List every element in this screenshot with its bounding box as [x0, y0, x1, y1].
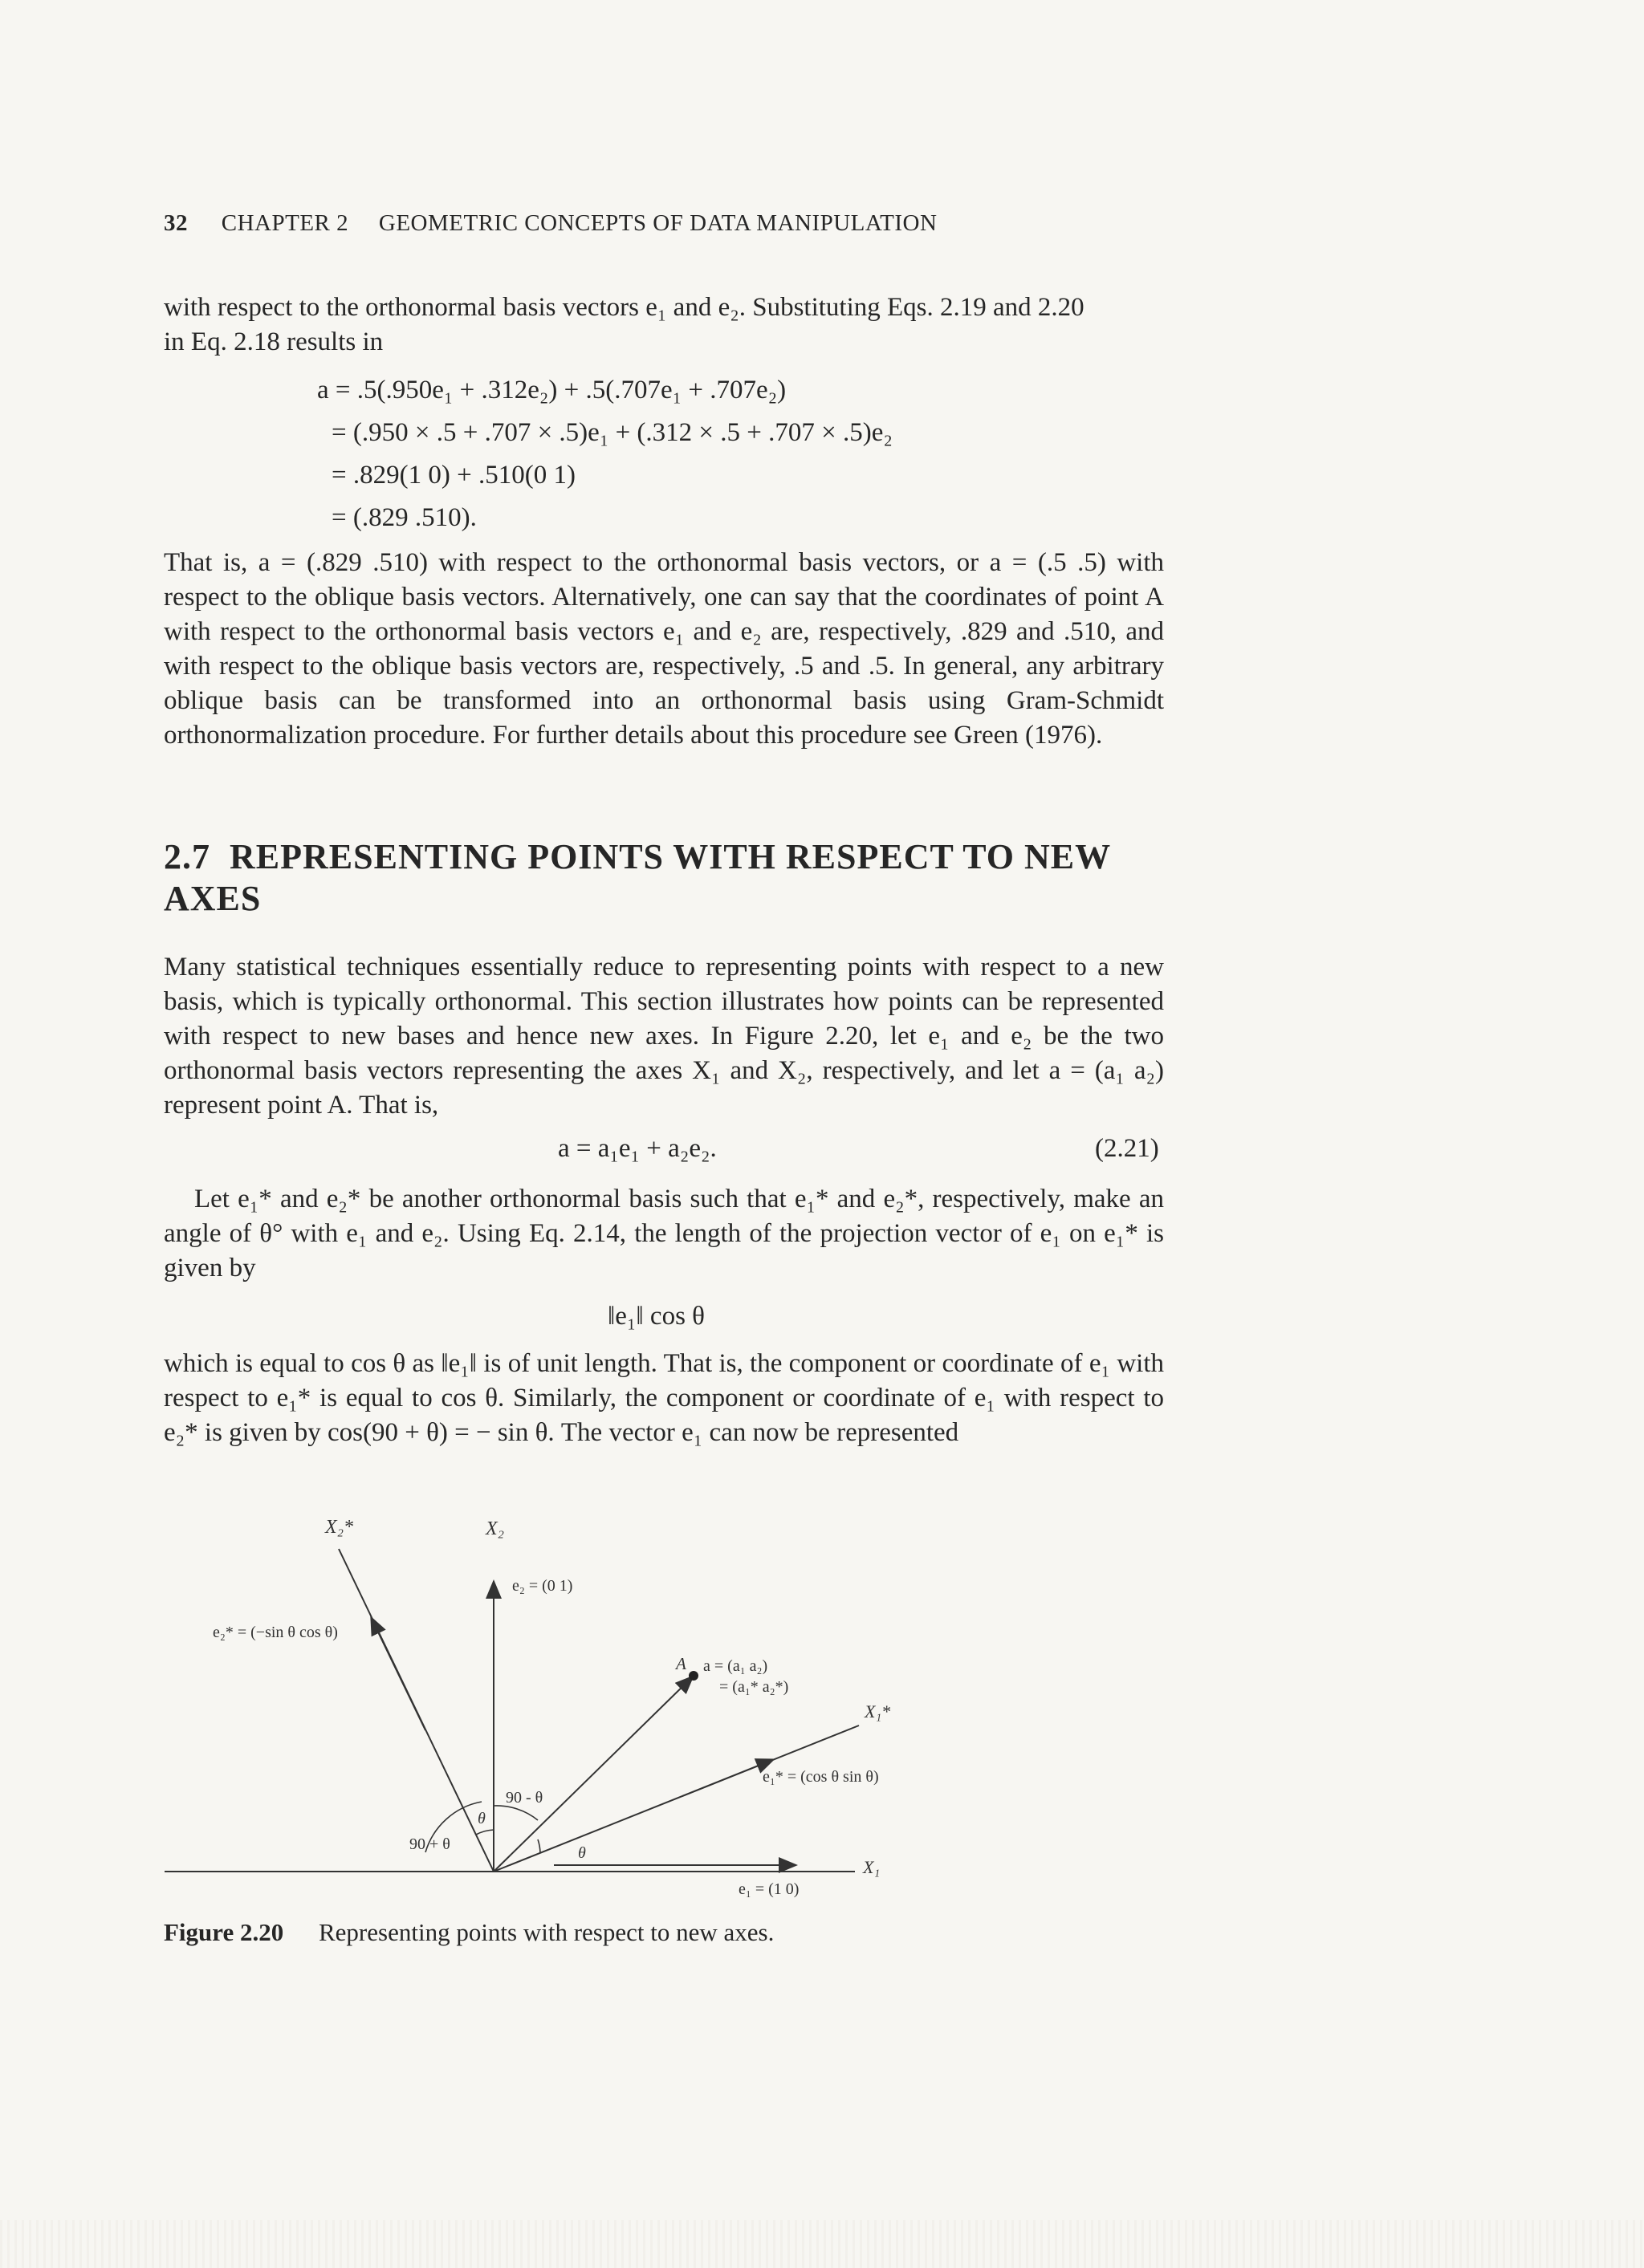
label-e1star: e₁* = (cos θ sin θ) [763, 1768, 879, 1786]
angle-arc-90-minus-theta [494, 1806, 538, 1820]
page-number: 32 [164, 210, 188, 236]
label-x2: X₂ [486, 1518, 505, 1539]
equation-norm: ‖e₁‖ cos θ [608, 1302, 705, 1331]
running-header [164, 210, 937, 237]
paragraph-3: Let e₁* and e₂* be another orthonormal basis such that e₁* and e₂*, respectively, make an angle of θ° with e₁ and e₂. Using Eq. 2.14, the length of the projection vector of e₁ on e₁* is given by [164, 1185, 1164, 1282]
figure-caption-text: Representing points with respect to new axes. [319, 1918, 775, 1946]
e1star-vector [682, 1760, 772, 1796]
label-90-plus-theta: 90 + θ [409, 1835, 450, 1853]
label-a-star-coords: = (a₁* a₂*) [719, 1678, 789, 1696]
vector-a [494, 1677, 692, 1872]
paragraph-2: Many statistical techniques essentially reduce to representing points with respect to a new basis, which is typically orthonormal. This section illustrates how points can be represented with respect to new bases and hence new axes. In Figure 2.20, let e₁ and e₂ be the two orthonormal basis vectors representing the axes X₁ and X₂, respectively, and let a = (a₁ a₂) represent point A. That is, [164, 953, 1164, 1120]
equation-line-2: = (.950 × .5 + .707 × .5)e₁ + (.312 × .5 + .707 × .5)e₂ [332, 418, 893, 447]
label-x1star: X₁* [865, 1701, 891, 1721]
section-title: REPRESENTING POINTS WITH RESPECT TO NEW AXES [164, 837, 1111, 918]
equation-number-2-21: (2.21) [1095, 1134, 1159, 1163]
e2star-vector [372, 1619, 425, 1730]
section-number: 2.7 [164, 837, 210, 876]
label-theta-upper: θ [478, 1810, 486, 1827]
section-heading [164, 836, 1127, 920]
scan-noise [0, 2220, 1644, 2268]
paragraph-1: That is, a = (.829 .510) with respect to the orthonormal basis vectors, or a = (.5 .5) with respect to the oblique basis vectors. Alternatively, one can say that the coordinates of point A with respect to the orthonormal basis vectors e₁ and e₂ are, respectively, .829 and .510, and with respect to the oblique basis vectors are, respectively, .5 and .5. In general, any arbitrary oblique basis can be transformed into an orthonormal basis using Gram-Schmidt orthonormalization procedure. For further details about this procedure see Green (1976). [164, 548, 1164, 750]
label-a-coords: a = (a₁ a₂) [703, 1657, 768, 1675]
figure-caption [164, 1918, 774, 1947]
paragraph-4: which is equal to cos θ as ‖e₁‖ is of unit length. That is, the component or coordinate of e₁ with respect to e₁* is equal to cos θ. Similarly, the component or coordinate of e₁ with respect to e₂* is given by cos(90 + θ) = − sin θ. The vector e₁ can now be represented [164, 1349, 1164, 1447]
angle-arc-theta-upper [476, 1830, 494, 1835]
equation-line-4: = (.829 .510). [332, 503, 477, 532]
intro-line-1: with respect to the orthonormal basis vectors e₁ and e₂. Substituting Eqs. 2.19 and 2.20 [164, 293, 1084, 322]
equation-line-3: = .829(1 0) + .510(0 1) [332, 461, 576, 490]
label-x1: X₁ [863, 1857, 881, 1877]
label-90-minus-theta: 90 - θ [506, 1789, 543, 1807]
label-point-a: A [676, 1654, 686, 1673]
label-e2star: e₂* = (−sin θ cos θ) [213, 1624, 338, 1641]
chapter-title: GEOMETRIC CONCEPTS OF DATA MANIPULATION [378, 210, 938, 236]
x1star-axis [494, 1725, 859, 1872]
figure-2-20 [120, 1493, 963, 1910]
label-x2star: X₂* [325, 1517, 354, 1538]
equation-line-1: a = .5(.950e₁ + .312e₂) + .5(.707e₁ + .707e₂) [317, 376, 787, 404]
intro-paragraph [164, 291, 1164, 360]
point-a [689, 1671, 698, 1681]
intro-line-2: in Eq. 2.18 results in [164, 327, 384, 356]
figure-diagram [120, 1493, 963, 1910]
angle-arc-theta-lower [538, 1839, 540, 1853]
chapter-label: CHAPTER 2 [221, 210, 349, 236]
label-e1: e₁ = (1 0) [739, 1880, 800, 1898]
figure-caption-label: Figure 2.20 [164, 1918, 284, 1946]
label-theta-lower: θ [578, 1844, 586, 1862]
equation-2-21: a = a₁e₁ + a₂e₂. [558, 1134, 717, 1163]
label-e2: e₂ = (0 1) [512, 1577, 573, 1595]
